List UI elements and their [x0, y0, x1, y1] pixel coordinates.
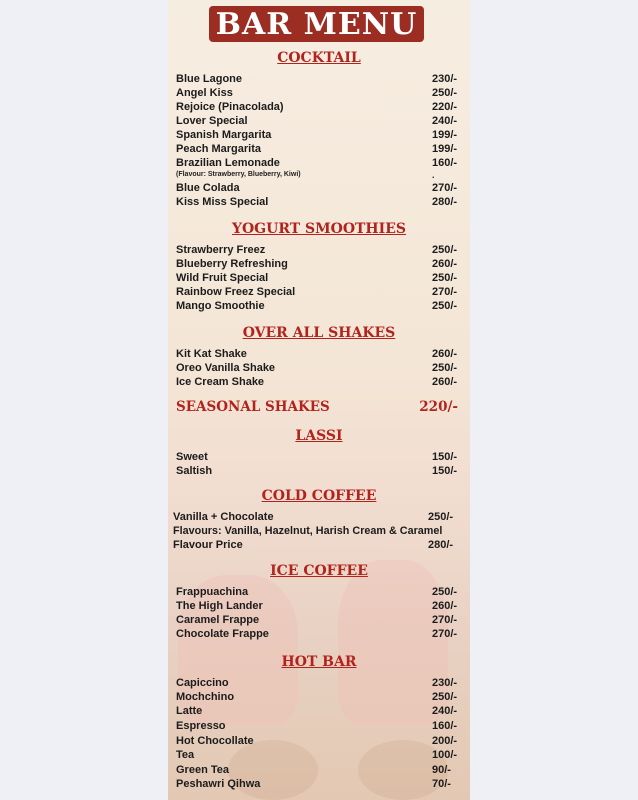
- flavour-note: (Flavour: Strawberry, Blueberry, Kiwi): [176, 171, 301, 178]
- menu-item: Mochchino 250/-: [176, 691, 458, 703]
- menu-item: Wild Fruit Special 250/-: [176, 272, 458, 284]
- section-heading-cold-coffee: COLD COFFEE: [261, 488, 377, 504]
- seasonal-shakes-label: SEASONAL SHAKES: [176, 399, 330, 415]
- cold-coffee-flavours: Flavours: Vanilla, Hazelnut, Harish Cream & Caramel: [173, 525, 443, 537]
- section-heading-lassi: LASSI: [295, 428, 343, 444]
- cold-coffee-item-name: Vanilla + Chocolate: [173, 511, 274, 523]
- menu-item: Lover Special 240/-: [176, 115, 458, 127]
- menu-title: BAR MENU: [215, 6, 418, 42]
- section-heading-yogurt-smoothies: YOGURT SMOOTHIES: [231, 221, 406, 237]
- flavour-price-value: 280/-: [428, 539, 454, 551]
- section-heading-cocktail: COCKTAIL: [277, 50, 361, 66]
- menu-item: Ice Cream Shake 260/-: [176, 376, 458, 388]
- menu-item: The High Lander 260/-: [176, 600, 458, 612]
- menu-item: Spanish Margarita 199/-: [176, 129, 458, 141]
- menu-item: Frappuachina 250/-: [176, 586, 458, 598]
- menu-item: Hot Chocollate 200/-: [176, 735, 458, 747]
- menu-item: Blue Colada 270/-: [176, 182, 458, 194]
- seasonal-shakes-price: 220/-: [419, 399, 458, 415]
- menu-item: Chocolate Frappe 270/-: [176, 628, 458, 640]
- menu-item: Kit Kat Shake 260/-: [176, 348, 458, 360]
- menu-title-banner: [209, 6, 424, 42]
- menu-item: Espresso 160/-: [176, 720, 458, 732]
- menu-item: Rejoice (Pinacolada) 220/-: [176, 101, 458, 113]
- menu-item: Rainbow Freez Special 270/-: [176, 286, 458, 298]
- menu-item: Green Tea 90/-: [176, 764, 451, 776]
- menu-item: Tea 100/-: [176, 749, 458, 761]
- menu-item: Strawberry Freez 250/-: [176, 244, 458, 256]
- section-heading-ice-coffee: ICE COFFEE: [270, 563, 368, 579]
- section-heading-hot-bar: HOT BAR: [281, 654, 357, 670]
- menu-item: Mango Smoothie 250/-: [176, 300, 458, 312]
- section-heading-shakes: OVER ALL SHAKES: [242, 325, 396, 341]
- flavour-price-label: Flavour Price: [173, 539, 243, 551]
- menu-item: Angel Kiss 250/-: [176, 87, 458, 99]
- menu-item: Caramel Frappe 270/-: [176, 614, 458, 626]
- cold-coffee-item-price: 250/-: [428, 511, 454, 523]
- note-price-mark: .: [432, 170, 435, 180]
- menu-item: Capiccino 230/-: [176, 677, 458, 689]
- seasonal-shakes-line: [176, 399, 460, 417]
- menu-item: Oreo Vanilla Shake 250/-: [176, 362, 458, 374]
- menu-item: Blueberry Refreshing 260/-: [176, 258, 458, 270]
- menu-item: Sweet 150/-: [176, 451, 458, 463]
- menu-item: Peshawri Qihwa 70/-: [176, 778, 451, 790]
- menu-item: Blue Lagone 230/-: [176, 73, 458, 85]
- menu-item: Kiss Miss Special 280/-: [176, 196, 458, 208]
- menu-item: Brazilian Lemonade 160/-: [176, 157, 458, 169]
- menu-item: Saltish 150/-: [176, 465, 458, 477]
- menu-item: Latte 240/-: [176, 705, 458, 717]
- menu-item: Peach Margarita 199/-: [176, 143, 458, 155]
